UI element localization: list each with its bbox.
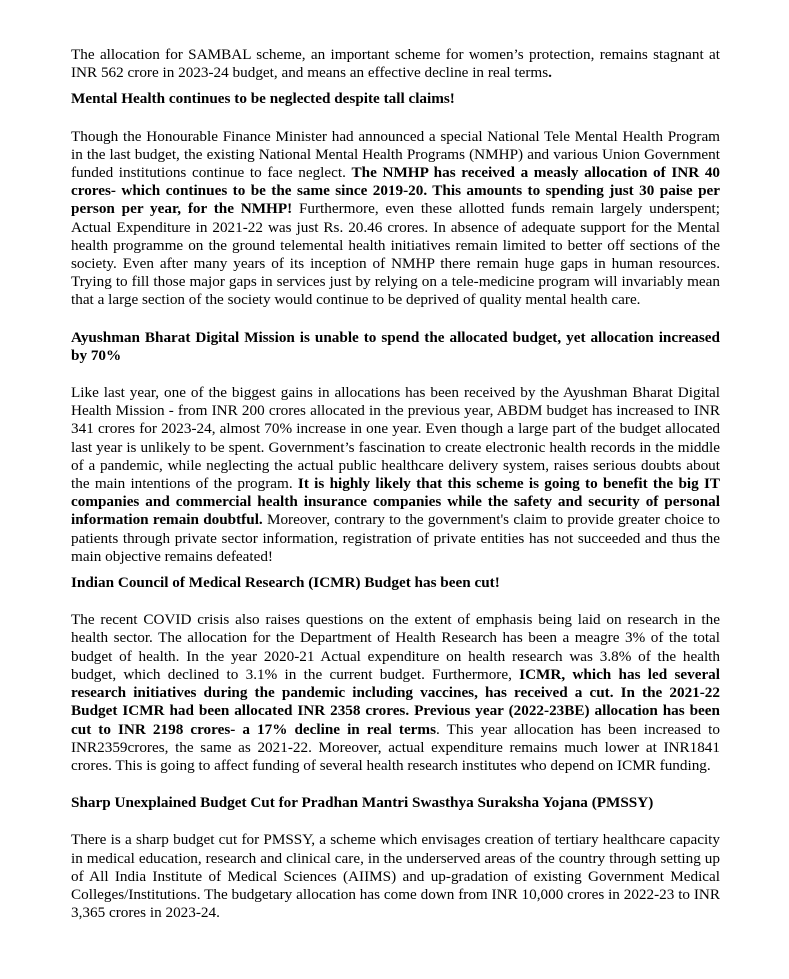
sambal-end: . [548, 64, 552, 82]
mental-health-text-2: Furthermore, even these allotted funds remain largely underspent; Actual Expenditure in 2021-22 was just Rs. 20.46 crores. In absence of adequate support for the Mental health programme on the ground telemental health initiatives remain limited to better off sections of the society. Even after many years of its inception of NMHP there remain huge gaps in human resources. Trying to fill those major gaps in services just by relying on a tele-medicine program will invariably mean that a large section of the society would continue to be deprived of quality mental health care. [71, 200, 720, 309]
icmr-paragraph [71, 611, 720, 775]
icmr-bold: ICMR, which has led several research initiatives during the pandemic including vaccines, has received a cut. In the 2021-22 Budget ICMR had been allocated INR 2358 crores. Previous year (2022-23BE) allocation has been cut to INR 2198 crores- a 17% decline in real terms [71, 665, 720, 738]
icmr-text-1: The recent COVID crisis also raises questions on the extent of emphasis being laid on research in the health sector. The allocation for the Department of Health Research has been a meagre 3% of the total budget of health. In the year 2020-21 Actual expenditure on health research was 3.8% of the health budget, which declined to 3.1% in the current budget. Furthermore, [71, 611, 720, 683]
icmr-text-2: . This year allocation has been increased to INR2359crores, the same as 2021-22. Moreover, actual expenditure remains much lower at INR1841 crores. This is going to affect funding of several health research institutes who depend on ICMR funding. [71, 720, 720, 774]
abdm-text-1: Like last year, one of the biggest gains in allocations has been received by the Ayushman Bharat Digital Health Mission - from INR 200 crores allocated in the previous year, ABDM budget has increased to INR 341 crores for 2023-24, almost 70% increase in one year. Even though a large part of the budget allocated last year is unlikely to be spent. Government’s fascination to create electronic health records in the middle of a pandemic, while neglecting the actual public healthcare delivery system, raises serious doubts about the main intentions of the program. [71, 384, 720, 493]
sambal-paragraph [71, 46, 720, 82]
abdm-heading: Ayushman Bharat Digital Mission is unable to spend the allocated budget, yet allocation increased by 70% [71, 328, 720, 364]
mental-health-heading: Mental Health continues to be neglected despite tall claims! [71, 90, 455, 108]
abdm-paragraph [71, 384, 720, 566]
icmr-heading: Indian Council of Medical Research (ICMR) Budget has been cut! [71, 574, 500, 592]
pmssy-heading: Sharp Unexplained Budget Cut for Pradhan Mantri Swasthya Suraksha Yojana (PMSSY) [71, 794, 654, 812]
mental-health-paragraph [71, 128, 720, 310]
abdm-text-2: Moreover, contrary to the government's claim to provide greater choice to patients through private sector information, registration of private entities has not succeeded and thus the main objective remains defeated! [71, 511, 720, 565]
mental-health-bold: The NMHP has received a measly allocation of INR 40 crores- which continues to be the same since 2019-20. This amounts to spending just 30 paise per person per year, for the NMHP! [71, 164, 721, 218]
sambal-text: The allocation for SAMBAL scheme, an important scheme for women’s protection, remains stagnant at INR 562 crore in 2023-24 budget, and means an effective decline in real terms [71, 46, 720, 82]
mental-health-text-1: Though the Honourable Finance Minister had announced a special National Tele Mental Health Program in the last budget, the existing National Mental Health Programs (NMHP) and various Union Government funded institutions continue to face neglect. [71, 127, 720, 182]
abdm-bold: It is highly likely that this scheme is going to benefit the big IT companies and commercial health insurance companies while the safety and security of personal information remain doubtful. [71, 475, 721, 529]
pmssy-paragraph: There is a sharp budget cut for PMSSY, a scheme which envisages creation of tertiary healthcare capacity in medical education, research and clinical care, in the underserved areas of the country through setting up of All India Institute of Medical Sciences (AIIMS) and up-gradation of existing Government Medical Colleges/Institutions. The budgetary allocation has come down from INR 10,000 crores in 2022-23 to INR 3,365 crores in 2023-24. [71, 831, 720, 922]
document-body [71, 46, 720, 922]
